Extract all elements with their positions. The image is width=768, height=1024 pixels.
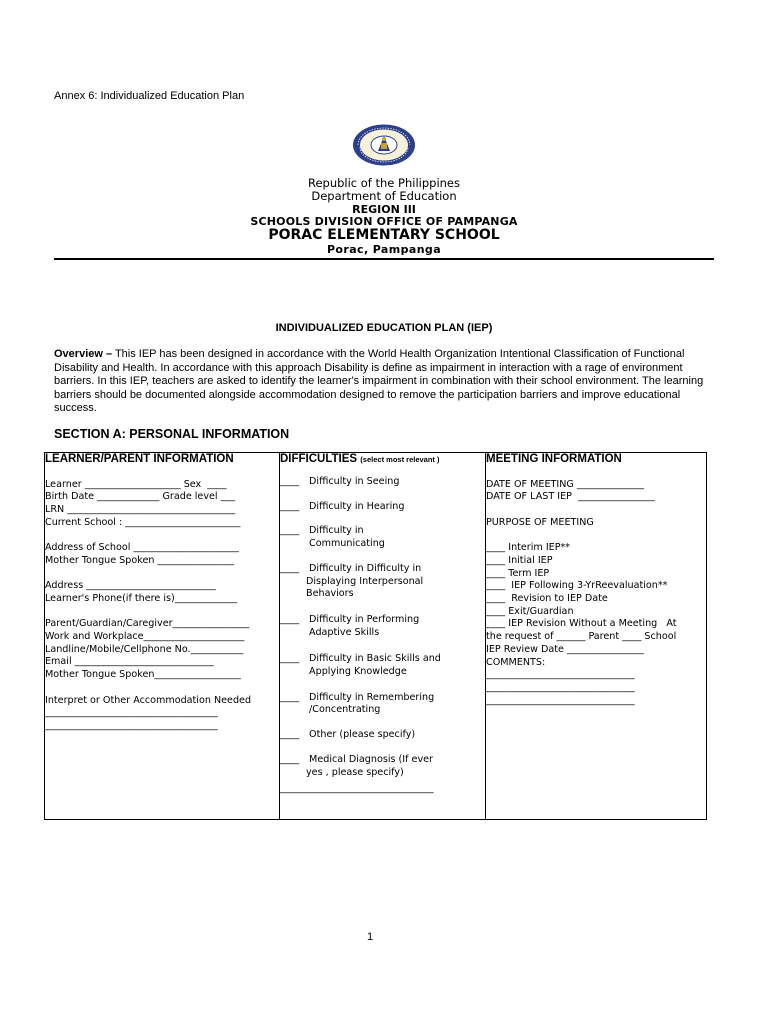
difficulties-final-line: ________________________________ — [280, 783, 434, 795]
difficulty-checkbox-blank[interactable]: ____ — [280, 613, 300, 625]
learner-fields — [45, 479, 279, 733]
learner-field-line — [45, 568, 279, 581]
difficulty-item — [280, 692, 485, 717]
meeting-field-line[interactable]: _______________________________ — [486, 681, 635, 693]
header-school-name: PORAC ELEMENTARY SCHOOL — [268, 227, 500, 243]
learner-field-line[interactable]: Landline/Mobile/Cellphone No.___________ — [45, 643, 244, 655]
difficulty-checkbox-blank[interactable]: ____ — [280, 476, 300, 487]
meeting-field-line: PURPOSE OF MEETING — [486, 516, 594, 528]
header-division-office: SCHOOLS DIVISION OFFICE OF PAMPANGA — [250, 215, 518, 228]
meeting-field-line — [486, 529, 706, 542]
meeting-field-line[interactable]: ____ Term IEP — [486, 567, 550, 579]
meeting-field-line[interactable]: ____ IEP Revision Without a Meeting At — [486, 618, 677, 630]
learner-field-line[interactable]: Birth Date _____________ Grade level ___ — [45, 491, 236, 503]
header-department: Department of Education — [311, 189, 457, 203]
meeting-field-line[interactable]: ____ Initial IEP — [486, 554, 553, 566]
difficulty-checkbox-blank[interactable]: ____ — [280, 691, 300, 703]
difficulty-label: Difficulty in Performing Adaptive Skills — [309, 613, 420, 638]
difficulty-label: Difficulty in Basic Skills and Applying Knowledge — [309, 653, 441, 678]
difficulty-item — [280, 525, 485, 550]
meeting-field-line[interactable]: the request of ______ Parent ____ School — [486, 631, 677, 643]
learner-field-line[interactable]: Mother Tongue Spoken ________________ — [45, 554, 235, 566]
difficulty-label: Other (please specify) — [306, 729, 416, 741]
meeting-information-heading: MEETING INFORMATION — [486, 453, 622, 465]
annex-label: Annex 6: Individualized Education Plan — [54, 90, 245, 102]
difficulty-checkbox-blank[interactable]: ____ — [280, 729, 300, 741]
header-divider — [54, 258, 714, 260]
learner-field-line[interactable]: Parent/Guardian/Caregiver________________ — [45, 618, 250, 630]
difficulty-checkbox-blank[interactable]: ____ — [280, 753, 300, 765]
difficulty-checkbox-blank[interactable]: ____ — [280, 500, 300, 512]
difficulty-label: Medical Diagnosis (If ever yes , please specify) — [306, 753, 433, 778]
personal-information-table — [44, 452, 707, 820]
deped-seal-logo — [350, 123, 418, 167]
learner-field-line[interactable]: Email _____________________________ — [45, 656, 214, 668]
header-school-location: Porac, Pampanga — [326, 243, 442, 256]
difficulty-label: Difficulty in Remembering /Concentrating — [309, 691, 435, 716]
meeting-field-line: COMMENTS: — [486, 656, 546, 668]
difficulties-heading — [280, 453, 485, 466]
learner-field-line[interactable]: Address ___________________________ — [45, 580, 216, 592]
difficulties-column — [280, 453, 486, 820]
learner-field-line: Interpret or Other Accommodation Needed — [45, 694, 252, 706]
meeting-field-line[interactable]: _______________________________ — [486, 694, 635, 706]
learner-field-line[interactable]: ____________________________________ — [45, 719, 218, 731]
meeting-field-line — [486, 504, 706, 517]
learner-field-line[interactable]: Work and Workplace_____________________ — [45, 631, 245, 643]
meeting-field-line[interactable]: ____ IEP Following 3-YrReevaluation** — [486, 580, 668, 592]
difficulty-item — [280, 729, 485, 742]
meeting-field-line[interactable]: ____ Revision to IEP Date — [486, 592, 608, 604]
meeting-field-line[interactable]: _______________________________ — [486, 669, 635, 681]
learner-field-line — [45, 530, 279, 543]
difficulties-list — [280, 476, 485, 779]
difficulty-checkbox-blank[interactable]: ____ — [280, 562, 300, 574]
meeting-field-line[interactable]: ____ Interim IEP** — [486, 542, 571, 554]
difficulties-heading-label: DIFFICULTIES — [280, 453, 358, 465]
document-title: INDIVIDUALIZED EDUCATION PLAN (IEP) — [275, 322, 493, 334]
difficulty-label: Difficulty in Hearing — [306, 500, 405, 512]
difficulties-heading-note: (select most relevant ) — [360, 455, 440, 464]
difficulty-item — [280, 614, 485, 639]
page-number: 1 — [366, 931, 374, 943]
learner-parent-heading: LEARNER/PARENT INFORMATION — [45, 453, 234, 465]
difficulty-checkbox-blank[interactable]: ____ — [280, 653, 300, 665]
learner-field-line[interactable]: Address of School ______________________ — [45, 542, 239, 554]
overview-text: This IEP has been designed in accordance with the World Health Organization Intentional Classification of Functional Disability and Health. In accordance with this approach Disability is define as impairment in interaction with a rage of environment barriers. In this IEP, teachers are asked to identify the learner's impairment in combination with their school environment. The learning barriers should be documented alongside accommodation designed to remove the participation barriers and improve educational success. — [54, 348, 704, 414]
section-a-heading: SECTION A: PERSONAL INFORMATION — [54, 427, 290, 441]
difficulty-item — [280, 476, 485, 489]
header-region: REGION III — [352, 203, 416, 216]
difficulty-label: Difficulty in Difficulty in Displaying Interpersonal Behaviors — [306, 562, 424, 600]
learner-field-line[interactable]: Learner ____________________ Sex ____ — [45, 478, 227, 490]
learner-field-line[interactable]: Current School : ________________________ — [45, 516, 241, 528]
overview-paragraph — [54, 348, 716, 416]
meeting-field-line[interactable]: DATE OF MEETING ______________ — [486, 478, 645, 490]
meeting-field-line[interactable]: IEP Review Date ________________ — [486, 643, 644, 655]
difficulty-item — [280, 501, 485, 514]
difficulty-item — [280, 754, 485, 779]
meeting-fields — [486, 479, 706, 708]
learner-field-line[interactable]: Learner's Phone(if there is)_____________ — [45, 592, 238, 604]
learner-field-line — [45, 606, 279, 619]
learner-field-line[interactable]: ____________________________________ — [45, 707, 218, 719]
learner-field-line[interactable]: Mother Tongue Spoken__________________ — [45, 669, 241, 681]
difficulty-checkbox-blank[interactable]: ____ — [280, 525, 300, 537]
difficulty-label: Difficulty in Seeing — [306, 476, 400, 487]
meeting-field-line[interactable]: ____ Exit/Guardian — [486, 605, 574, 617]
learner-field-line[interactable]: LRN ___________________________________ — [45, 504, 236, 516]
overview-label: Overview – — [54, 348, 113, 360]
difficulty-label: Difficulty in Communicating — [309, 525, 385, 550]
difficulty-item — [280, 653, 485, 678]
learner-parent-column — [45, 453, 280, 820]
learner-field-line — [45, 682, 279, 695]
meeting-information-column — [486, 453, 707, 820]
meeting-field-line[interactable]: DATE OF LAST IEP ________________ — [486, 491, 655, 503]
difficulty-item — [280, 563, 485, 601]
header-republic: Republic of the Philippines — [307, 176, 461, 190]
